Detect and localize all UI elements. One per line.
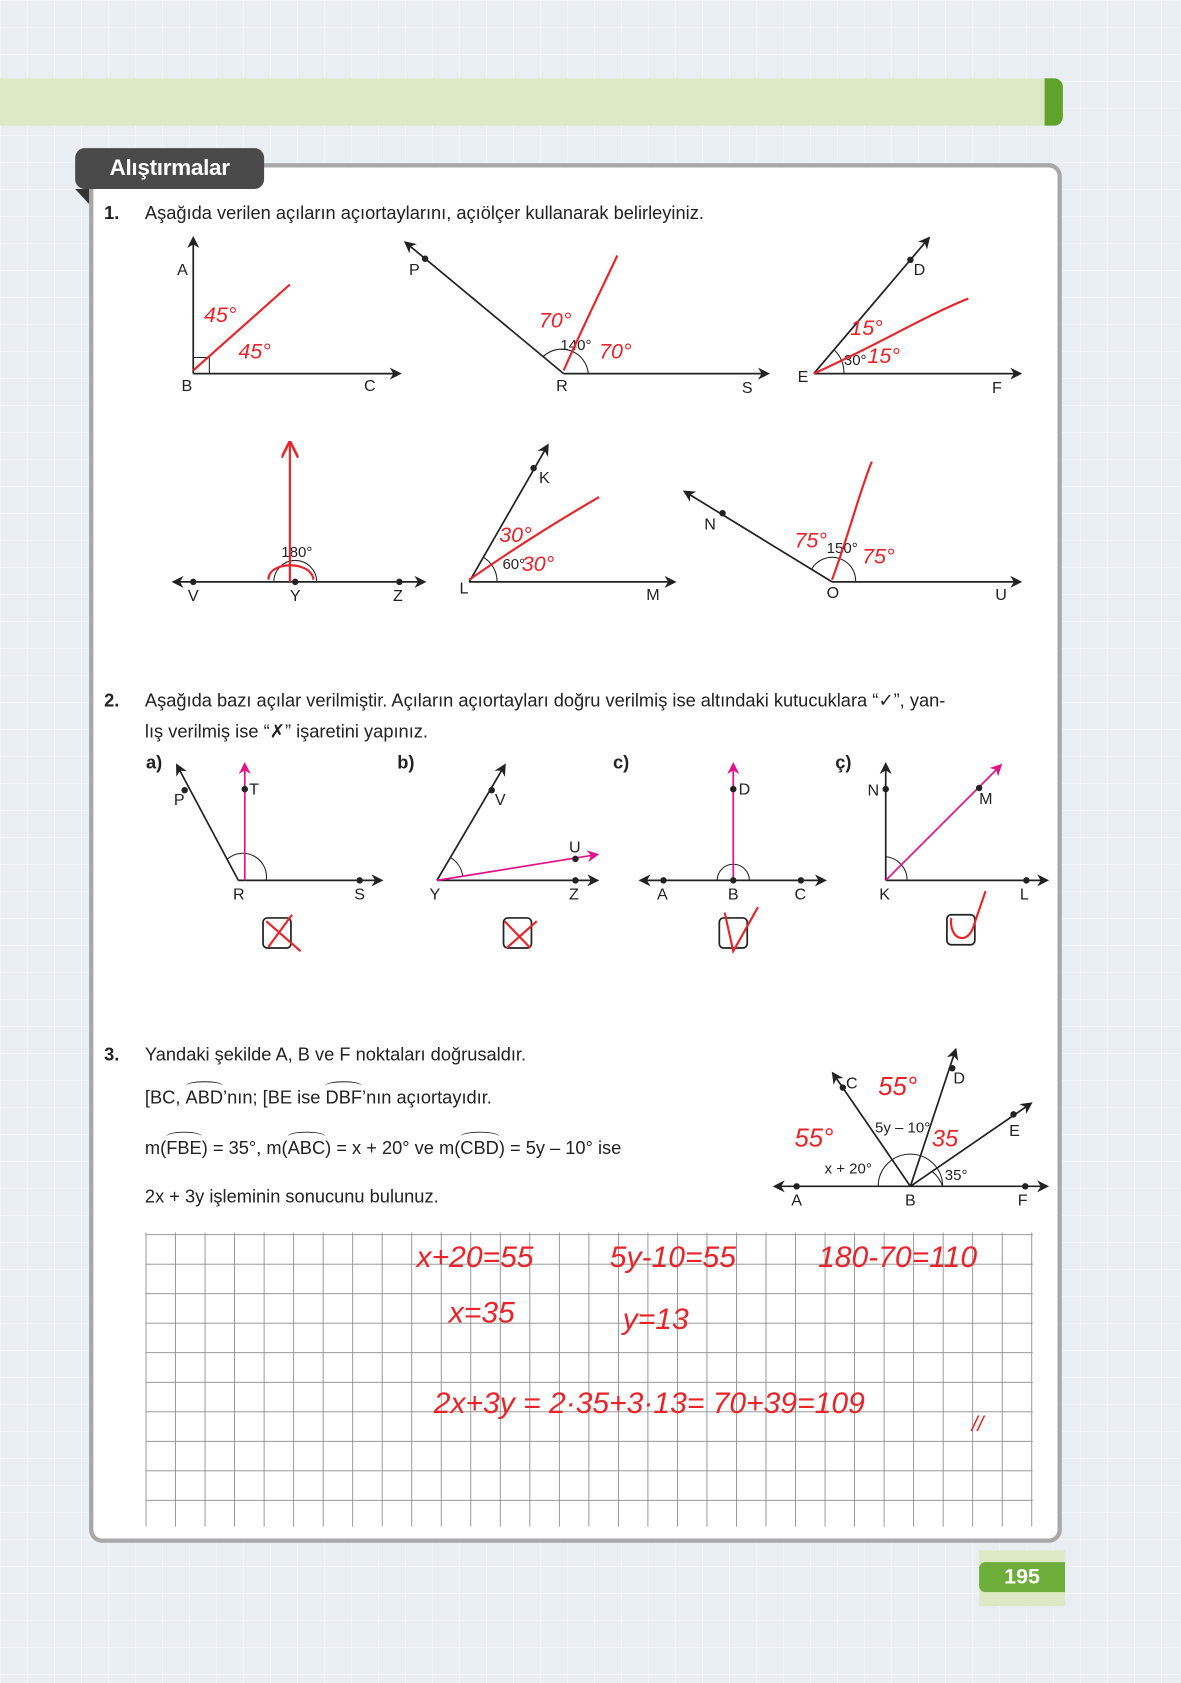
figure-label: N xyxy=(867,781,880,800)
figure-mark xyxy=(396,579,402,585)
figure-label: C xyxy=(845,1074,858,1093)
figure-mark xyxy=(530,465,536,471)
figure-label: K xyxy=(879,885,891,904)
figure-label: U xyxy=(995,586,1007,605)
figure-mark xyxy=(1023,877,1029,883)
figure-label: D xyxy=(913,260,926,279)
figure-label: 45° xyxy=(203,303,237,328)
q2-number: 2. xyxy=(104,690,120,711)
figure-label: 35° xyxy=(944,1166,968,1184)
figure-mark xyxy=(1010,1111,1016,1117)
figure-label: D xyxy=(738,780,751,799)
figure-mark xyxy=(660,877,666,883)
figure-label: C xyxy=(363,376,376,395)
figure-label: 5y-10=55 xyxy=(609,1240,736,1274)
figure-label: B xyxy=(905,1191,916,1210)
figure-label: 75° xyxy=(862,544,895,569)
figure-label: C xyxy=(794,885,807,904)
figure-label: M xyxy=(646,586,660,605)
q3-line3: m(FBE) = 35°, m(ABC) = x + 20° ve m(CBD) = 5y – 10° ise xyxy=(145,1136,621,1162)
figure-label: 70° xyxy=(599,339,632,364)
figure-mark xyxy=(174,238,1047,1186)
figure-mark xyxy=(572,877,578,883)
figure-label: 55° xyxy=(878,1073,918,1102)
figure-label: 2x+3y = 2·35+3·13= 70+39=109 xyxy=(433,1386,865,1420)
figure-mark xyxy=(422,256,428,262)
figure-label: A xyxy=(791,1191,802,1210)
figure-label: y=13 xyxy=(622,1303,689,1337)
figure-mark xyxy=(266,915,300,952)
q2b-label: b) xyxy=(397,752,415,773)
figure-mark xyxy=(798,877,804,883)
figure-label: N xyxy=(704,515,716,534)
figure-label: A xyxy=(657,885,668,904)
figure-mark xyxy=(932,1171,943,1186)
q1-text: Aşağıda verilen açıların açıortaylarını, açıölçer kullanarak belirleyiniz. xyxy=(144,202,704,224)
figure-mark xyxy=(193,358,209,374)
q3-number: 3. xyxy=(104,1044,120,1066)
figure-label: x + 20° xyxy=(824,1160,872,1178)
figure-label: E xyxy=(797,368,809,387)
figure-label: F xyxy=(992,378,1002,397)
q3-line2: [BC, ABD’nın; [BE ise DBF’nın açıortayıdır. xyxy=(145,1085,492,1111)
figure-mark xyxy=(730,786,736,792)
figure-label: A xyxy=(177,260,188,279)
figure-label: 5y – 10° xyxy=(874,1119,931,1137)
figure-label: K xyxy=(538,469,550,488)
figure-label: Z xyxy=(569,885,579,904)
figure-label: 70° xyxy=(538,308,572,333)
figure-label: 15° xyxy=(850,315,883,340)
q1-number: 1. xyxy=(104,202,120,224)
figure-mark xyxy=(725,907,758,951)
figure-label: 150° xyxy=(826,539,858,557)
figure-label: P xyxy=(409,260,420,279)
figure-mark xyxy=(730,877,736,883)
figure-label: 30° xyxy=(843,352,867,370)
q3-line4: 2x + 3y işleminin sonucunu bulunuz. xyxy=(144,1186,439,1207)
figure-mark xyxy=(242,786,248,792)
figure-label: Y xyxy=(429,885,441,904)
figure-mark xyxy=(245,764,1001,880)
figure-label: 140° xyxy=(560,336,592,354)
figure-label: L xyxy=(459,579,469,598)
figure-label: 15° xyxy=(867,343,900,368)
figure-label: 60° xyxy=(502,556,526,574)
figure-label: S xyxy=(354,885,366,904)
figure-label: V xyxy=(187,587,199,606)
figure-mark xyxy=(886,765,1001,880)
figure-mark xyxy=(356,877,362,883)
section-title: Alıştırmalar xyxy=(75,148,264,189)
figure-label: 180° xyxy=(281,544,313,562)
figure-label: B xyxy=(181,376,193,395)
figure-mark xyxy=(572,856,578,862)
figure-label: 30° xyxy=(499,523,532,548)
figure-label: P xyxy=(173,791,185,810)
q3-line1: Yandaki şekilde A, B ve F noktaları doğrusaldır. xyxy=(144,1044,527,1066)
figure-mark xyxy=(451,858,463,876)
figure-label: 55° xyxy=(794,1124,834,1153)
figure-label: S xyxy=(741,378,753,397)
figure-label: x+20=55 xyxy=(416,1240,534,1274)
q2d-label: ç) xyxy=(835,752,852,773)
figure-label: O xyxy=(826,583,840,602)
figure-mark xyxy=(228,853,267,880)
figure-mark xyxy=(882,786,888,792)
figure-label: x=35 xyxy=(448,1296,515,1330)
figure-label: L xyxy=(1019,885,1029,904)
figure-mark xyxy=(437,765,505,880)
figure-mark xyxy=(793,1183,799,1189)
figure-label: 180-70=110 xyxy=(818,1240,978,1274)
figure-label: R xyxy=(556,376,568,395)
figure-mark xyxy=(190,579,196,585)
figure-label: U xyxy=(569,838,581,857)
q2-text-line2: lış verilmiş ise “✗” işaretini yapınız. xyxy=(144,721,428,742)
q2-text-line1: Aşağıda bazı açılar verilmiştir. Açıların açıortayları doğru verilmiş ise altındaki kutucuklara “✓”, yan- xyxy=(144,690,946,711)
figure-mark xyxy=(177,765,238,880)
figure-label: Y xyxy=(289,587,301,606)
figure-label: B xyxy=(727,885,739,904)
figure-mark xyxy=(292,579,298,585)
figure-mark xyxy=(910,1050,955,1186)
figure-mark xyxy=(181,256,1029,1190)
figure-label: 75° xyxy=(794,528,827,553)
figure-label: V xyxy=(494,791,506,810)
svg-text://: // xyxy=(971,1412,984,1437)
figure-label: M xyxy=(979,790,993,809)
figure-label: F xyxy=(1017,1191,1028,1210)
figure-label: R xyxy=(232,885,245,904)
q2c-label: c) xyxy=(613,752,630,773)
figure-label: 45° xyxy=(238,339,271,364)
figure-label: Z xyxy=(392,587,403,606)
figure-label: 35 xyxy=(931,1126,959,1153)
figure-label: 30° xyxy=(521,552,555,577)
figure-label: T xyxy=(249,780,259,799)
figure-mark xyxy=(719,510,725,516)
figure-mark xyxy=(1022,1183,1028,1189)
q2a-label: a) xyxy=(146,752,163,773)
figure-label: D xyxy=(953,1069,965,1088)
figure-label: E xyxy=(1009,1121,1020,1140)
answer-grid xyxy=(146,1232,1033,1526)
page-number: 195 xyxy=(979,1562,1065,1592)
